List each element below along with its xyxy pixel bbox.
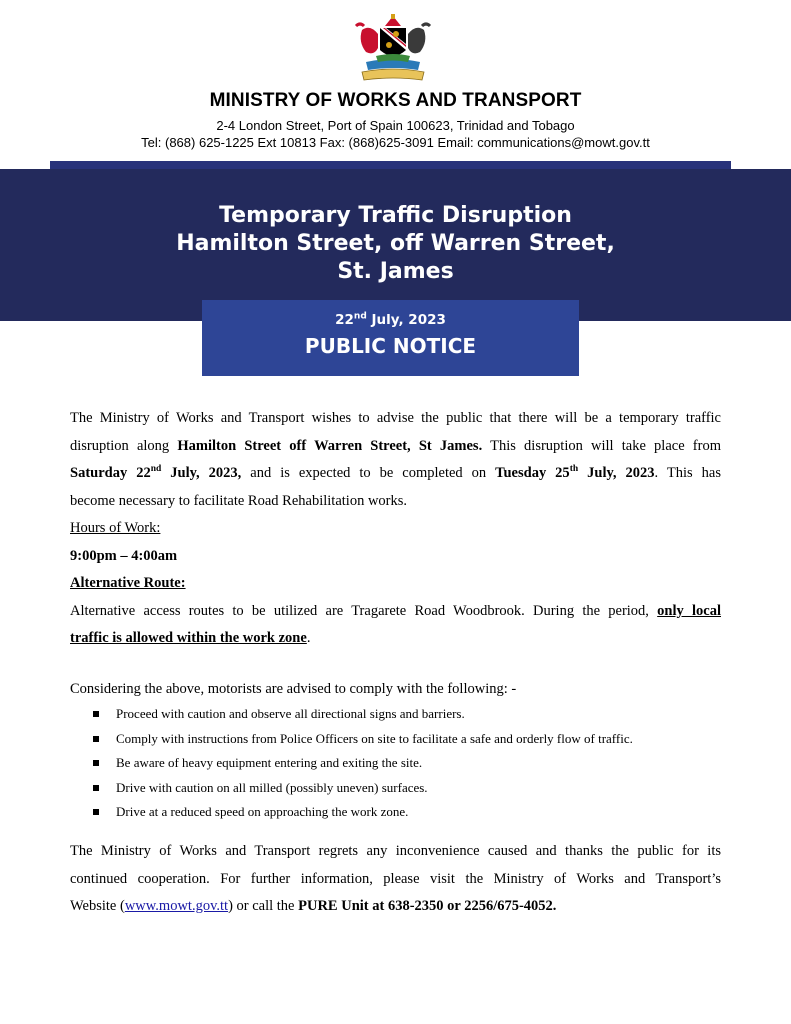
notice-headline <box>0 202 791 286</box>
bullet-icon <box>93 711 99 717</box>
advice-list <box>70 702 730 825</box>
list-item: Proceed with caution and observe all directional signs and barriers. <box>70 702 730 727</box>
ministry-name: MINISTRY OF WORKS AND TRANSPORT <box>209 90 582 111</box>
coat-of-arms-icon <box>352 12 434 84</box>
bullet-icon <box>93 785 99 791</box>
notice-title: PUBLIC NOTICE <box>304 334 477 358</box>
bullet-icon <box>93 736 99 742</box>
notice-date: 22nd July, 2023 <box>335 311 446 328</box>
ministry-contact: Tel: (868) 625-1225 Ext 10813 Fax: (868)625-3091 Email: communications@mowt.gov.tt <box>141 135 650 150</box>
headline-line-3: St. James <box>337 259 454 284</box>
notice-box <box>202 300 579 376</box>
intro-paragraph: The Ministry of Works and Transport wishes to advise the public that there will be a temporary traffic disruption along Hamilton Street off Warren Street, St James. This disruption will take place from Saturday 22nd July, 2023, and is expected to be completed on Tuesday 25th July, 2023. This has become necessary to facilitate Road Rehabilitation works. Hours of Work: 9:00pm – 4:00am Alternative Route: Alternative access routes to be utilized are Tragarete Road Woodbrook. During the period, only local traffic is allowed within the work zone. <box>70 410 721 646</box>
headline-line-2: Hamilton Street, off Warren Street, <box>176 231 615 256</box>
bullet-icon <box>93 809 99 815</box>
advice-intro: Considering the above, motorists are advised to comply with the following: - <box>70 681 517 697</box>
hours-label: Hours of Work: <box>70 520 161 536</box>
ministry-address: 2-4 London Street, Port of Spain 100623, Trinidad and Tobago <box>216 118 575 133</box>
bullet-icon <box>93 760 99 766</box>
website-link[interactable]: www.mowt.gov.tt <box>124 898 229 914</box>
list-item: Comply with instructions from Police Officers on site to facilitate a safe and orderly flow of traffic. <box>70 727 730 752</box>
route-label: Alternative Route: <box>70 575 186 591</box>
closing-paragraph: The Ministry of Works and Transport regrets any inconvenience caused and thanks the public for its continued cooperation. For further information, please visit the Ministry of Works and Transport’s Website (www.mowt.gov.tt) or call the PURE Unit at 638-2350 or 2256/675-4052. <box>70 843 721 914</box>
list-item: Be aware of heavy equipment entering and exiting the site. <box>70 751 730 776</box>
hours-value: 9:00pm – 4:00am <box>70 547 178 564</box>
list-item: Drive at a reduced speed on approaching the work zone. <box>70 800 730 825</box>
headline-line-1: Temporary Traffic Disruption <box>219 203 572 228</box>
list-item: Drive with caution on all milled (possibly uneven) surfaces. <box>70 776 730 801</box>
